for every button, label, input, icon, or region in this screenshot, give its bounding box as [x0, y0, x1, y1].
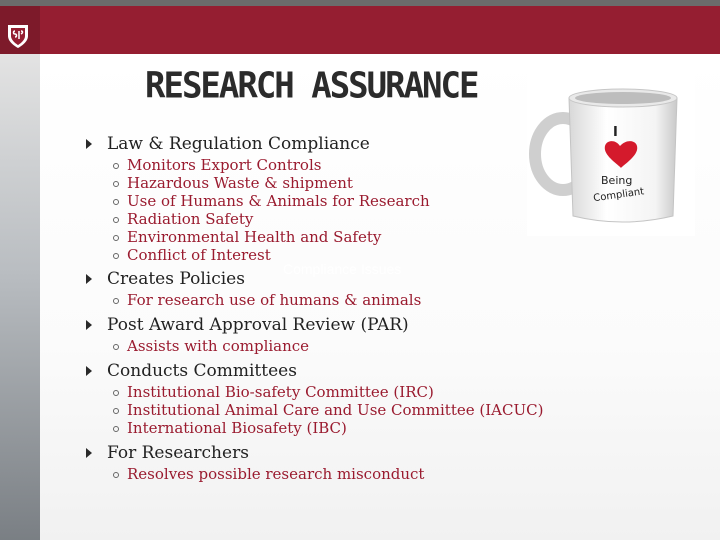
sub-item: [84, 465, 543, 483]
sub-list: [84, 156, 543, 264]
sub-item-text: Monitors Export Controls: [127, 156, 322, 174]
bullet-heading: [84, 441, 543, 465]
sub-item: [84, 174, 543, 192]
sub-item-text: Radiation Safety: [127, 210, 254, 228]
circle-bullet-icon: [113, 472, 119, 478]
bullet-heading: [84, 132, 543, 156]
sub-item: [84, 337, 543, 355]
bullet-heading-text: Creates Policies: [107, 269, 245, 289]
sub-item: [84, 228, 543, 246]
bullet-heading: [84, 359, 543, 383]
sub-item-text: Assists with compliance: [127, 337, 310, 355]
sub-item: [84, 210, 543, 228]
sub-item-text: Institutional Bio-safety Committee (IRC): [127, 383, 434, 401]
sub-item: [84, 246, 543, 264]
sub-item-text: Institutional Animal Care and Use Committee (IACUC): [127, 401, 544, 419]
circle-bullet-icon: [113, 163, 119, 169]
section-for-researchers: [84, 441, 543, 483]
circle-bullet-icon: [113, 344, 119, 350]
circle-bullet-icon: [113, 181, 119, 187]
svg-text:I: I: [613, 125, 618, 140]
bullet-heading-text: For Researchers: [107, 443, 249, 463]
sub-item-text: Use of Humans & Animals for Research: [127, 192, 430, 210]
wsu-shield-logo-icon: [5, 23, 31, 49]
overlay-caption: Compliance Issues: [283, 261, 402, 277]
sub-list: [84, 337, 543, 355]
sub-item: [84, 401, 543, 419]
header-bar: [0, 6, 720, 54]
section-creates-policies: [84, 267, 543, 309]
bullet-heading-text: Conducts Committees: [107, 361, 297, 381]
circle-bullet-icon: [113, 426, 119, 432]
circle-bullet-icon: [113, 253, 119, 259]
triangle-bullet-icon: [86, 448, 92, 458]
circle-bullet-icon: [113, 408, 119, 414]
triangle-bullet-icon: [86, 366, 92, 376]
sub-item: [84, 383, 543, 401]
section-law-regulation: [84, 132, 543, 264]
slide-title: RESEARCH ASSURANCE: [145, 65, 478, 107]
circle-bullet-icon: [113, 217, 119, 223]
bullet-heading: [84, 313, 543, 337]
section-post-award: [84, 313, 543, 355]
compliance-mug-image: [527, 70, 695, 236]
sub-item: [84, 156, 543, 174]
triangle-bullet-icon: [86, 274, 92, 284]
circle-bullet-icon: [113, 235, 119, 241]
left-gradient-strip: [0, 54, 40, 540]
triangle-bullet-icon: [86, 320, 92, 330]
circle-bullet-icon: [113, 298, 119, 304]
sub-item-text: Hazardous Waste & shipment: [127, 174, 353, 192]
circle-bullet-icon: [113, 390, 119, 396]
compliance-mug-icon: [527, 70, 695, 236]
sub-item-text: Resolves possible research misconduct: [127, 465, 425, 483]
sub-list: [84, 465, 543, 483]
sub-item: [84, 291, 543, 309]
bullet-heading-text: Law & Regulation Compliance: [107, 134, 370, 154]
sub-item: [84, 192, 543, 210]
bullet-heading: [84, 267, 543, 291]
sub-item-text: For research use of humans & animals: [127, 291, 422, 309]
sub-item-text: International Biosafety (IBC): [127, 419, 347, 437]
svg-text:Compliant: Compliant: [592, 186, 645, 205]
sub-item-text: Environmental Health and Safety: [127, 228, 382, 246]
section-conducts-committees: [84, 359, 543, 437]
circle-bullet-icon: [113, 199, 119, 205]
bullet-content: [84, 132, 543, 483]
sub-list: [84, 383, 543, 437]
sub-item-text: Conflict of Interest: [127, 246, 271, 264]
triangle-bullet-icon: [86, 139, 92, 149]
sub-list: [84, 291, 543, 309]
bullet-heading-text: Post Award Approval Review (PAR): [107, 315, 409, 335]
svg-text:Being: Being: [601, 174, 633, 187]
sub-item: [84, 419, 543, 437]
